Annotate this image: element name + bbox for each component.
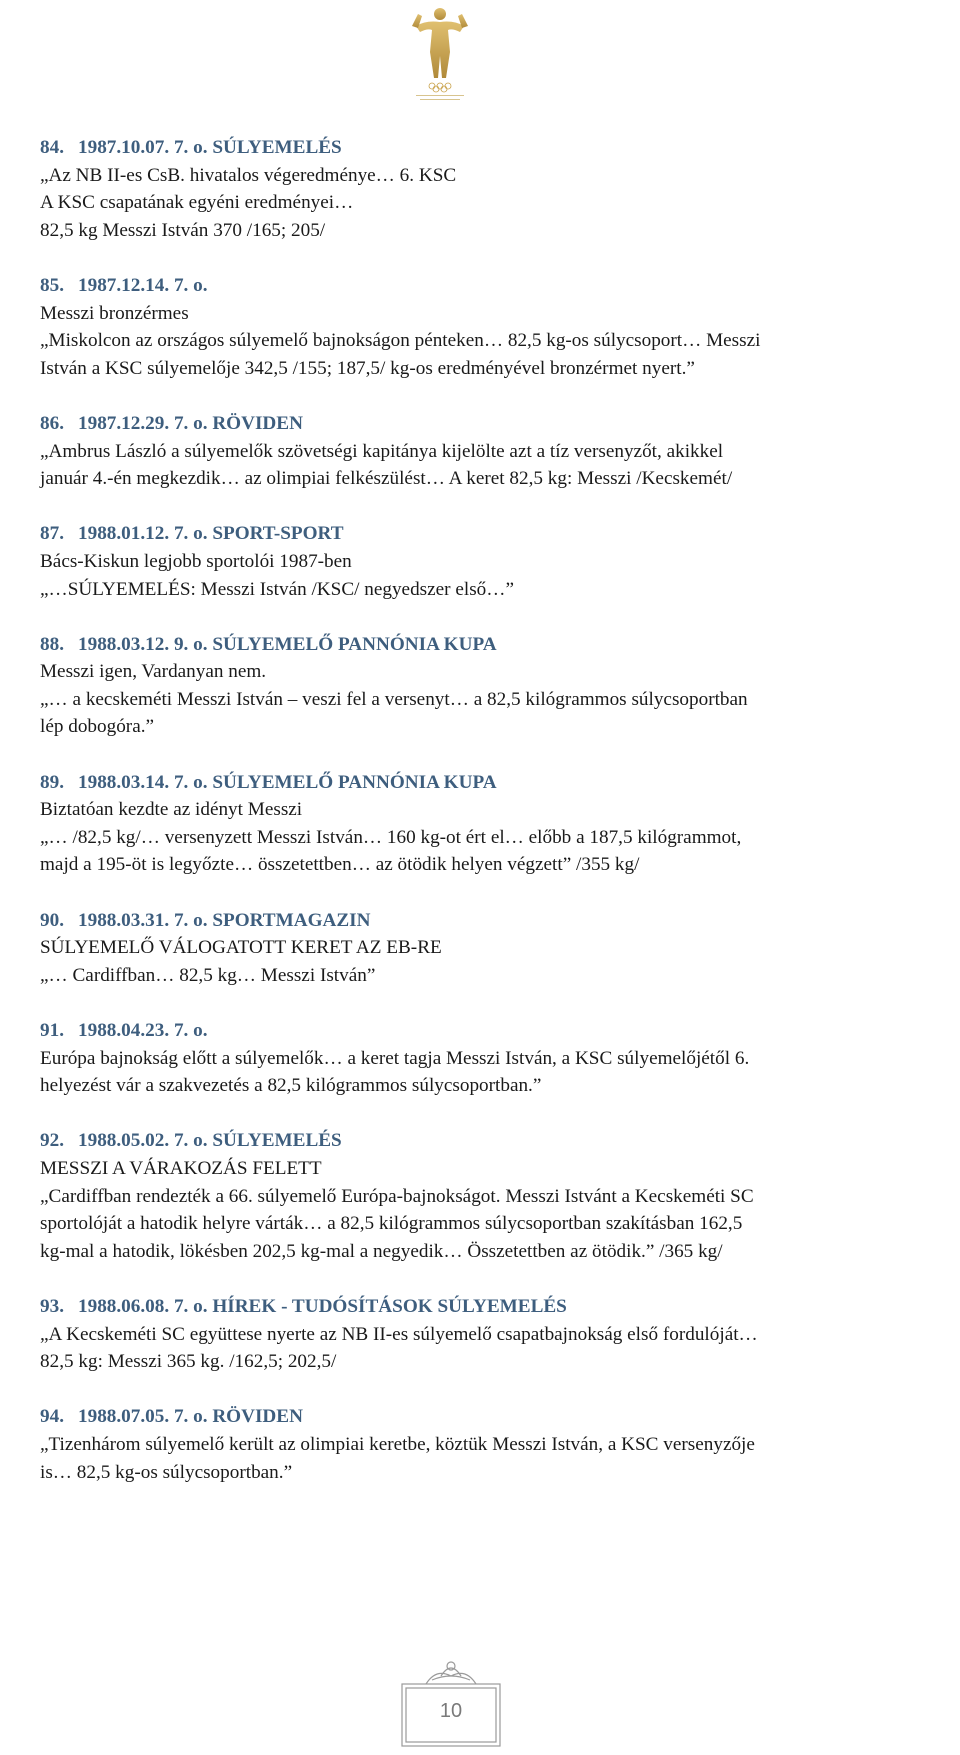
entry-text-line: majd a 195-öt is legyőzte… összetettben… az ötödik helyen végzett” /355 kg/ [40,854,640,876]
entry-spacer [40,1265,955,1293]
entry-source: RÖVIDEN [212,412,303,434]
entry-text-line: „… a kecskeméti Messzi István – veszi fel a versenyt… a 82,5 kilógrammos súlycsoportban [40,688,748,710]
entry-heading [40,907,955,935]
entry-heading [40,1127,955,1155]
entry-number: 85. [40,274,64,296]
entry-text-line: Európa bajnokság előtt a súlyemelők… a keret tagja Messzi István, a KSC súlyemelőjétől 6. [40,1047,750,1069]
entry-heading [40,1403,955,1431]
entry-source: HÍREK - TUDÓSÍTÁSOK SÚLYEMELÉS [212,1295,567,1317]
entry-text-line: sportolóját a hatodik helyre várták… a 82,5 kilógrammos súlycsoportban szakításban 162,5 [40,1213,743,1235]
entry-text-line: „Cardiffban rendezték a 66. súlyemelő Európa-bajnokságot. Messzi Istvánt a Kecskeméti SC [40,1185,754,1207]
entry-text-line: A KSC csapatának egyéni eredményei… [40,192,354,214]
entry-date: 1987.12.14. 7. o. [78,274,208,296]
entry-heading [40,631,955,659]
entry-date: 1987.10.07. 7. o. [78,137,208,158]
entry-number: 87. [40,523,64,545]
entry-number: 93. [40,1295,64,1317]
entry-spacer [40,493,955,521]
entry-spacer [40,1100,955,1128]
article-entry [40,1293,955,1376]
entry-text-line: 82,5 kg Messzi István 370 /165; 205/ [40,219,326,241]
entry-source: SÚLYEMELÉS [212,1130,342,1152]
entry-text-line: „… /82,5 kg/… versenyzett Messzi István… 160 kg-ot ért el… előbb a 187,5 kilógrammot, [40,826,742,848]
entry-number: 88. [40,633,64,655]
entry-source: SPORT-SPORT [212,523,344,545]
article-entry [40,410,955,493]
entry-spacer [40,879,955,907]
entry-heading [40,769,955,797]
olympic-figure-icon [396,2,484,106]
entry-number: 84. [40,137,64,158]
entry-heading [40,410,955,438]
entry-text-line: Messzi bronzérmes [40,302,189,324]
entry-heading [40,1293,955,1321]
entry-text-line: „Tizenhárom súlyemelő került az olimpiai keretbe, köztük Messzi István, a KSC versenyzője [40,1433,755,1455]
entry-text-line: SÚLYEMELŐ VÁLOGATOTT KERET AZ EB-RE [40,937,442,959]
entry-date: 1988.06.08. 7. o. [78,1295,208,1317]
entry-text-line: „… Cardiffban… 82,5 kg… Messzi István” [40,964,376,986]
entry-number: 92. [40,1130,64,1152]
article-entry [40,631,955,741]
entry-number: 94. [40,1406,64,1428]
entry-date: 1988.03.31. 7. o. [78,909,208,931]
entry-source: SÚLYEMELÉS [212,137,342,158]
entry-date: 1987.12.29. 7. o. [78,412,208,434]
entry-text-line: Bács-Kiskun legjobb sportolói 1987-ben [40,550,352,572]
entry-text-line: lép dobogóra.” [40,716,155,738]
article-entry [40,1403,955,1486]
entry-text-line: Biztatóan kezdte az idényt Messzi [40,799,303,821]
entry-text-line: helyezést vár a szakvezetés a 82,5 kilógrammos súlycsoportban.” [40,1075,542,1097]
entry-date: 1988.07.05. 7. o. [78,1406,208,1428]
article-entry [40,272,955,382]
article-entry [40,1017,955,1100]
article-entry [40,769,955,879]
article-entry [40,907,955,990]
entry-text-line: január 4.-én megkezdik… az olimpiai felkészülést… A keret 82,5 kg: Messzi /Kecskemét/ [40,468,733,490]
entry-spacer [40,989,955,1017]
page-number: 10 [439,1700,463,1722]
entry-text-line: Messzi igen, Vardanyan nem. [40,661,267,683]
entry-text-line: „…SÚLYEMELÉS: Messzi István /KSC/ negyedszer első…” [40,578,514,600]
entry-date: 1988.03.14. 7. o. [78,771,208,793]
entry-text-line: MESSZI A VÁRAKOZÁS FELETT [40,1157,322,1179]
entry-heading [40,272,955,300]
entry-number: 91. [40,1020,64,1041]
document-body [40,134,955,1486]
entry-spacer [40,741,955,769]
entry-heading [40,134,955,162]
entry-spacer [40,244,955,272]
article-entry [40,520,955,603]
entry-heading [40,520,955,548]
entry-source: SÚLYEMELŐ PANNÓNIA KUPA [212,633,497,655]
entry-text-line: „Miskolcon az országos súlyemelő bajnokságon pénteken… 82,5 kg-os súlycsoport… Messzi [40,330,761,352]
entry-date: 1988.04.23. 7. o. [78,1020,208,1041]
entry-spacer [40,1376,955,1404]
entry-spacer [40,603,955,631]
entry-source: SPORTMAGAZIN [212,909,371,931]
entry-text-line: „A Kecskeméti SC együttese nyerte az NB II-es súlyemelő csapatbajnokság első fordulóját… [40,1323,758,1345]
article-entry [40,1127,955,1265]
entry-number: 90. [40,909,64,931]
olympic-committee-logo [396,2,484,106]
entry-text-line: „Ambrus László a súlyemelők szövetségi kapitánya kijelölte azt a tíz versenyzőt, akikkel [40,440,724,462]
entry-source: SÚLYEMELŐ PANNÓNIA KUPA [212,771,497,793]
entry-date: 1988.03.12. 9. o. [78,633,208,655]
entry-text-line: 82,5 kg: Messzi 365 kg. /162,5; 202,5/ [40,1351,337,1373]
article-entry [40,134,955,244]
page-number-ornament [396,1654,506,1748]
entry-date: 1988.01.12. 7. o. [78,523,208,545]
entry-heading [40,1017,955,1045]
entry-text-line: is… 82,5 kg-os súlycsoportban.” [40,1461,293,1483]
entry-number: 89. [40,771,64,793]
entry-text-line: kg-mal a hatodik, lökésben 202,5 kg-mal a negyedik… Összetettben az ötödik.” /365 kg/ [40,1240,723,1262]
entry-number: 86. [40,412,64,434]
entry-text-line: István a KSC súlyemelője 342,5 /155; 187,5/ kg-os eredményével bronzérmet nyert.” [40,357,695,379]
entry-text-line: „Az NB II-es CsB. hivatalos végeredménye… 6. KSC [40,164,457,186]
entry-date: 1988.05.02. 7. o. [78,1130,208,1152]
entry-spacer [40,382,955,410]
entry-source: RÖVIDEN [212,1406,303,1428]
